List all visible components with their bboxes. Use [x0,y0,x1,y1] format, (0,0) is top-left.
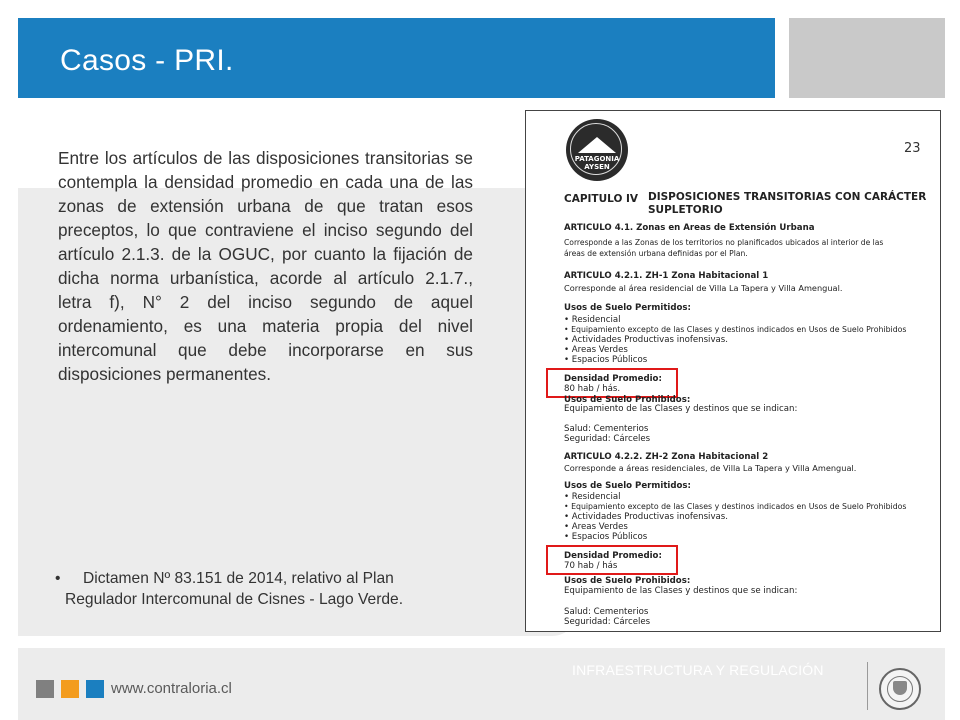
densidad-value-2: 70 hab / hás [564,561,618,571]
slide-title: Casos - PRI. [60,44,234,77]
espacios-publicos-2: • Espacios Públicos [564,532,648,542]
bullet-line-1: Dictamen Nº 83.151 de 2014, relativo al Plan [83,570,394,587]
article-4-2-1-text: Corresponde al área residencial de Villa La Tapera y Villa Amengual. [564,283,843,293]
chapter-title [648,191,926,217]
equipamiento-excepto-1: • Equipamiento excepto de las Clases y destinos indicados en Usos de Suelo Prohibidos [564,325,907,334]
footer-divider [867,662,868,710]
page-number: 23 [904,141,921,156]
footer-square-orange [61,680,79,698]
actividades-2: • Actividades Productivas inofensivas. [564,512,729,522]
article-4-2-2-text: Corresponde a áreas residenciales, de Villa La Tapera y Villa Amengual. [564,463,857,473]
areas-verdes-2: • Areas Verdes [564,522,628,532]
seguridad-1: Seguridad: Cárceles [564,434,651,444]
chapter-title-line-1: DISPOSICIONES TRANSITORIAS CON CARÁCTER [648,191,927,203]
chapter-label: CAPITULO IV [564,193,639,205]
densidad-value-1: 80 hab / hás. [564,384,621,394]
article-4-1-heading: ARTICULO 4.1. Zonas en Areas de Extensión Urbana [564,223,815,233]
residencial-1: • Residencial [564,315,621,325]
footer-section-label: INFRAESTRUCTURA Y REGULACIÓN [572,662,824,678]
usos-prohibidos-label-1: Usos de Suelo Prohibidos: [564,395,691,405]
document-scan [525,110,941,632]
header-gray-block [789,18,945,98]
footer-square-blue [86,680,104,698]
logo-text-2: AYSEN [584,163,610,171]
logo-text-1: PATAGONIA [574,155,620,163]
actividades-1: • Actividades Productivas inofensivas. [564,335,729,345]
patagonia-aysen-logo [566,119,628,181]
usos-permitidos-label-1: Usos de Suelo Permitidos: [564,303,691,313]
usos-prohibidos-label-2: Usos de Suelo Prohibidos: [564,576,691,586]
article-4-2-2-heading: ARTICULO 4.2.2. ZH-2 Zona Habitacional 2 [564,452,769,462]
article-4-1-text-2: áreas de extensión urbana definidas por el Plan. [564,249,748,258]
equipamiento-clases-1: Equipamiento de las Clases y destinos que se indican: [564,404,798,414]
seal-shield-icon [893,681,907,695]
footer-url-link[interactable]: www.contraloria.cl [111,680,232,697]
equipamiento-excepto-2: • Equipamiento excepto de las Clases y destinos indicados en Usos de Suelo Prohibidos [564,502,907,511]
article-4-2-1-heading: ARTICULO 4.2.1. ZH-1 Zona Habitacional 1 [564,271,769,281]
body-paragraph: Entre los artículos de las disposiciones transitorias se contempla la densidad promedio en cada una de las zonas de extensión urbana de que tratan esos preceptos, lo que contraviene el inciso segundo del artículo 2.1.3. de la OGUC, por cuanto la fijación de dicha norma urbanística, acorde al artículo 2.1.7., letra f), N° 2 del inciso segundo de aquel ordenamiento, es una materia propia del nivel intercomunal que debe incorporarse en sus disposiciones permanentes. [58,148,473,384]
equipamiento-clases-2: Equipamiento de las Clases y destinos que se indican: [564,586,798,596]
salud-1: Salud: Cementerios [564,424,649,434]
footer-square-gray [36,680,54,698]
chapter-title-line-2: SUPLETORIO [648,204,723,216]
densidad-label-1: Densidad Promedio: [564,374,662,384]
bullet-icon: • [55,570,61,587]
areas-verdes-1: • Areas Verdes [564,345,628,355]
espacios-publicos-1: • Espacios Públicos [564,355,648,365]
residencial-2: • Residencial [564,492,621,502]
densidad-label-2: Densidad Promedio: [564,551,662,561]
salud-2: Salud: Cementerios [564,607,649,617]
usos-permitidos-label-2: Usos de Suelo Permitidos: [564,481,691,491]
title-bar [18,18,775,98]
bullet-item [55,568,485,610]
contraloria-seal-icon [879,668,921,710]
seguridad-2: Seguridad: Cárceles [564,617,651,627]
bullet-line-2: Regulador Intercomunal de Cisnes - Lago Verde. [65,591,404,608]
article-4-1-text-1: Corresponde a las Zonas de los territorios no planificados ubicados al interior de las [564,238,884,247]
mountain-icon [578,137,616,153]
